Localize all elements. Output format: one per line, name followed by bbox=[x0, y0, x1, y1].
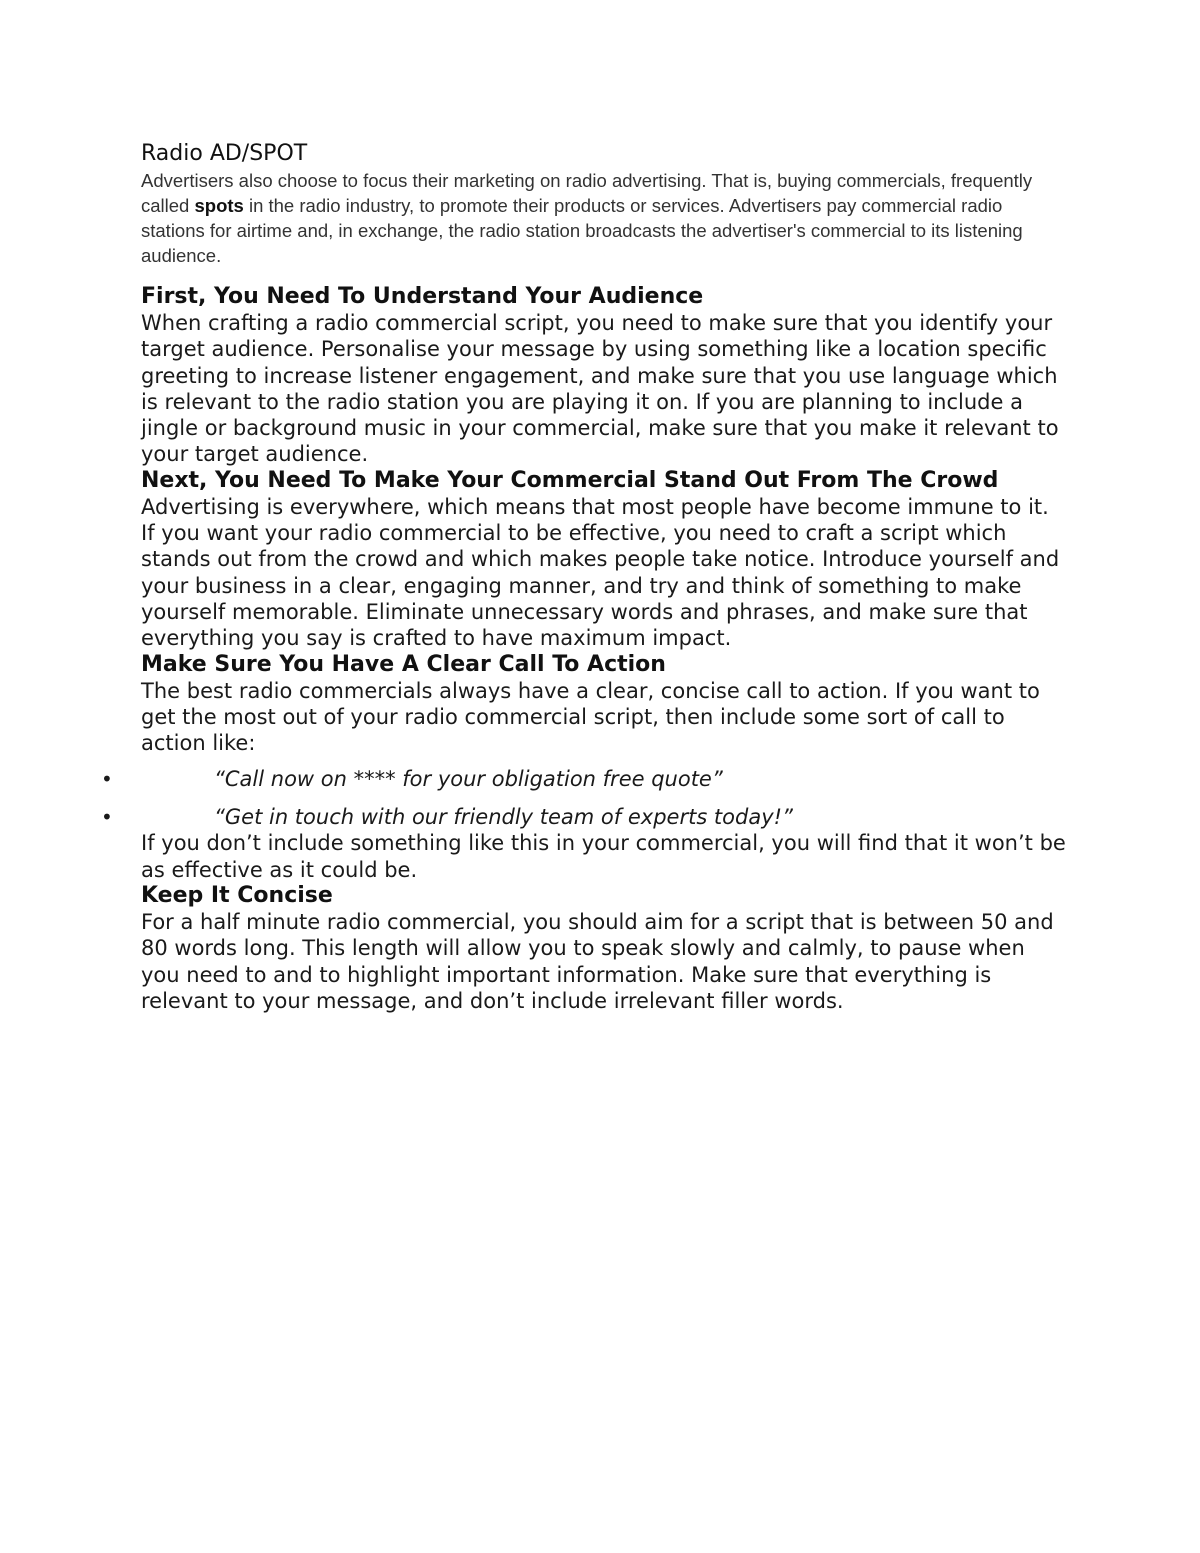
section-heading-stand-out: Next, You Need To Make Your Commercial Stand Out From The Crowd bbox=[141, 467, 999, 493]
section-body-audience: When crafting a radio commercial script, you need to make sure that you identify your target audience. Personalise your message by using something like a location specific greeting to increase listener engagement, and make sure that you use language which is relevant to the radio station you are playing it on. If you are planning to include a jingle or background music in your commercial, make sure that you make it relevant to your target audience. bbox=[141, 311, 1059, 467]
intro-paragraph bbox=[141, 168, 1066, 268]
section-heading-concise: Keep It Concise bbox=[141, 883, 333, 909]
call-to-action-list bbox=[101, 766, 1066, 830]
section-heading-audience: First, You Need To Understand Your Audience bbox=[141, 284, 704, 309]
section-body-concise: For a half minute radio commercial, you should aim for a script that is between 50 and 80 words long. This length will allow you to speak slowly and calmly, to pause when you need to and to highlight important information. Make sure that everything is relevant to your message, and don’t include irrelevant filler words. bbox=[141, 910, 1054, 1013]
list-item bbox=[101, 804, 1066, 830]
intro-text-part1: Advertisers also choose to focus their marketing on radio advertising. That is, buying commercials, frequently called bbox=[141, 170, 1033, 216]
bullet-icon: • bbox=[101, 805, 113, 830]
section-after-call-to-action: If you don’t include something like this in your commercial, you will find that it won’t be as effective as it could be. bbox=[141, 831, 1066, 882]
document-page bbox=[101, 140, 1066, 1014]
list-item bbox=[101, 766, 1066, 792]
section-body-call-to-action: The best radio commercials always have a clear, concise call to action. If you want to get the most out of your radio commercial script, then include some sort of call to action like: bbox=[141, 678, 1040, 756]
document-title: Radio AD/SPOT bbox=[141, 141, 308, 166]
section-body-stand-out: Advertising is everywhere, which means that most people have become immune to it. If you want your radio commercial to be effective, you need to craft a script which stands out from the crowd and which makes people take notice. Introduce yourself and your business in a clear, engaging manner, and try and think of something to make yourself memorable. Eliminate unnecessary words and phrases, and make sure that everything you say is crafted to have maximum impact. bbox=[141, 494, 1060, 651]
bullet-icon: • bbox=[101, 767, 113, 792]
intro-bold-term: spots bbox=[194, 195, 244, 216]
section-heading-call-to-action: Make Sure You Have A Clear Call To Action bbox=[141, 651, 666, 677]
list-item-text: “Get in touch with our friendly team of experts today!” bbox=[214, 805, 793, 830]
list-item-text: “Call now on **** for your obligation free quote” bbox=[214, 767, 723, 792]
intro-text-part2: in the radio industry, to promote their products or services. Advertisers pay commercial radio stations for airtime and, in exchange, the radio station broadcasts the advertiser's commercial to its listening audience. bbox=[141, 195, 1023, 266]
